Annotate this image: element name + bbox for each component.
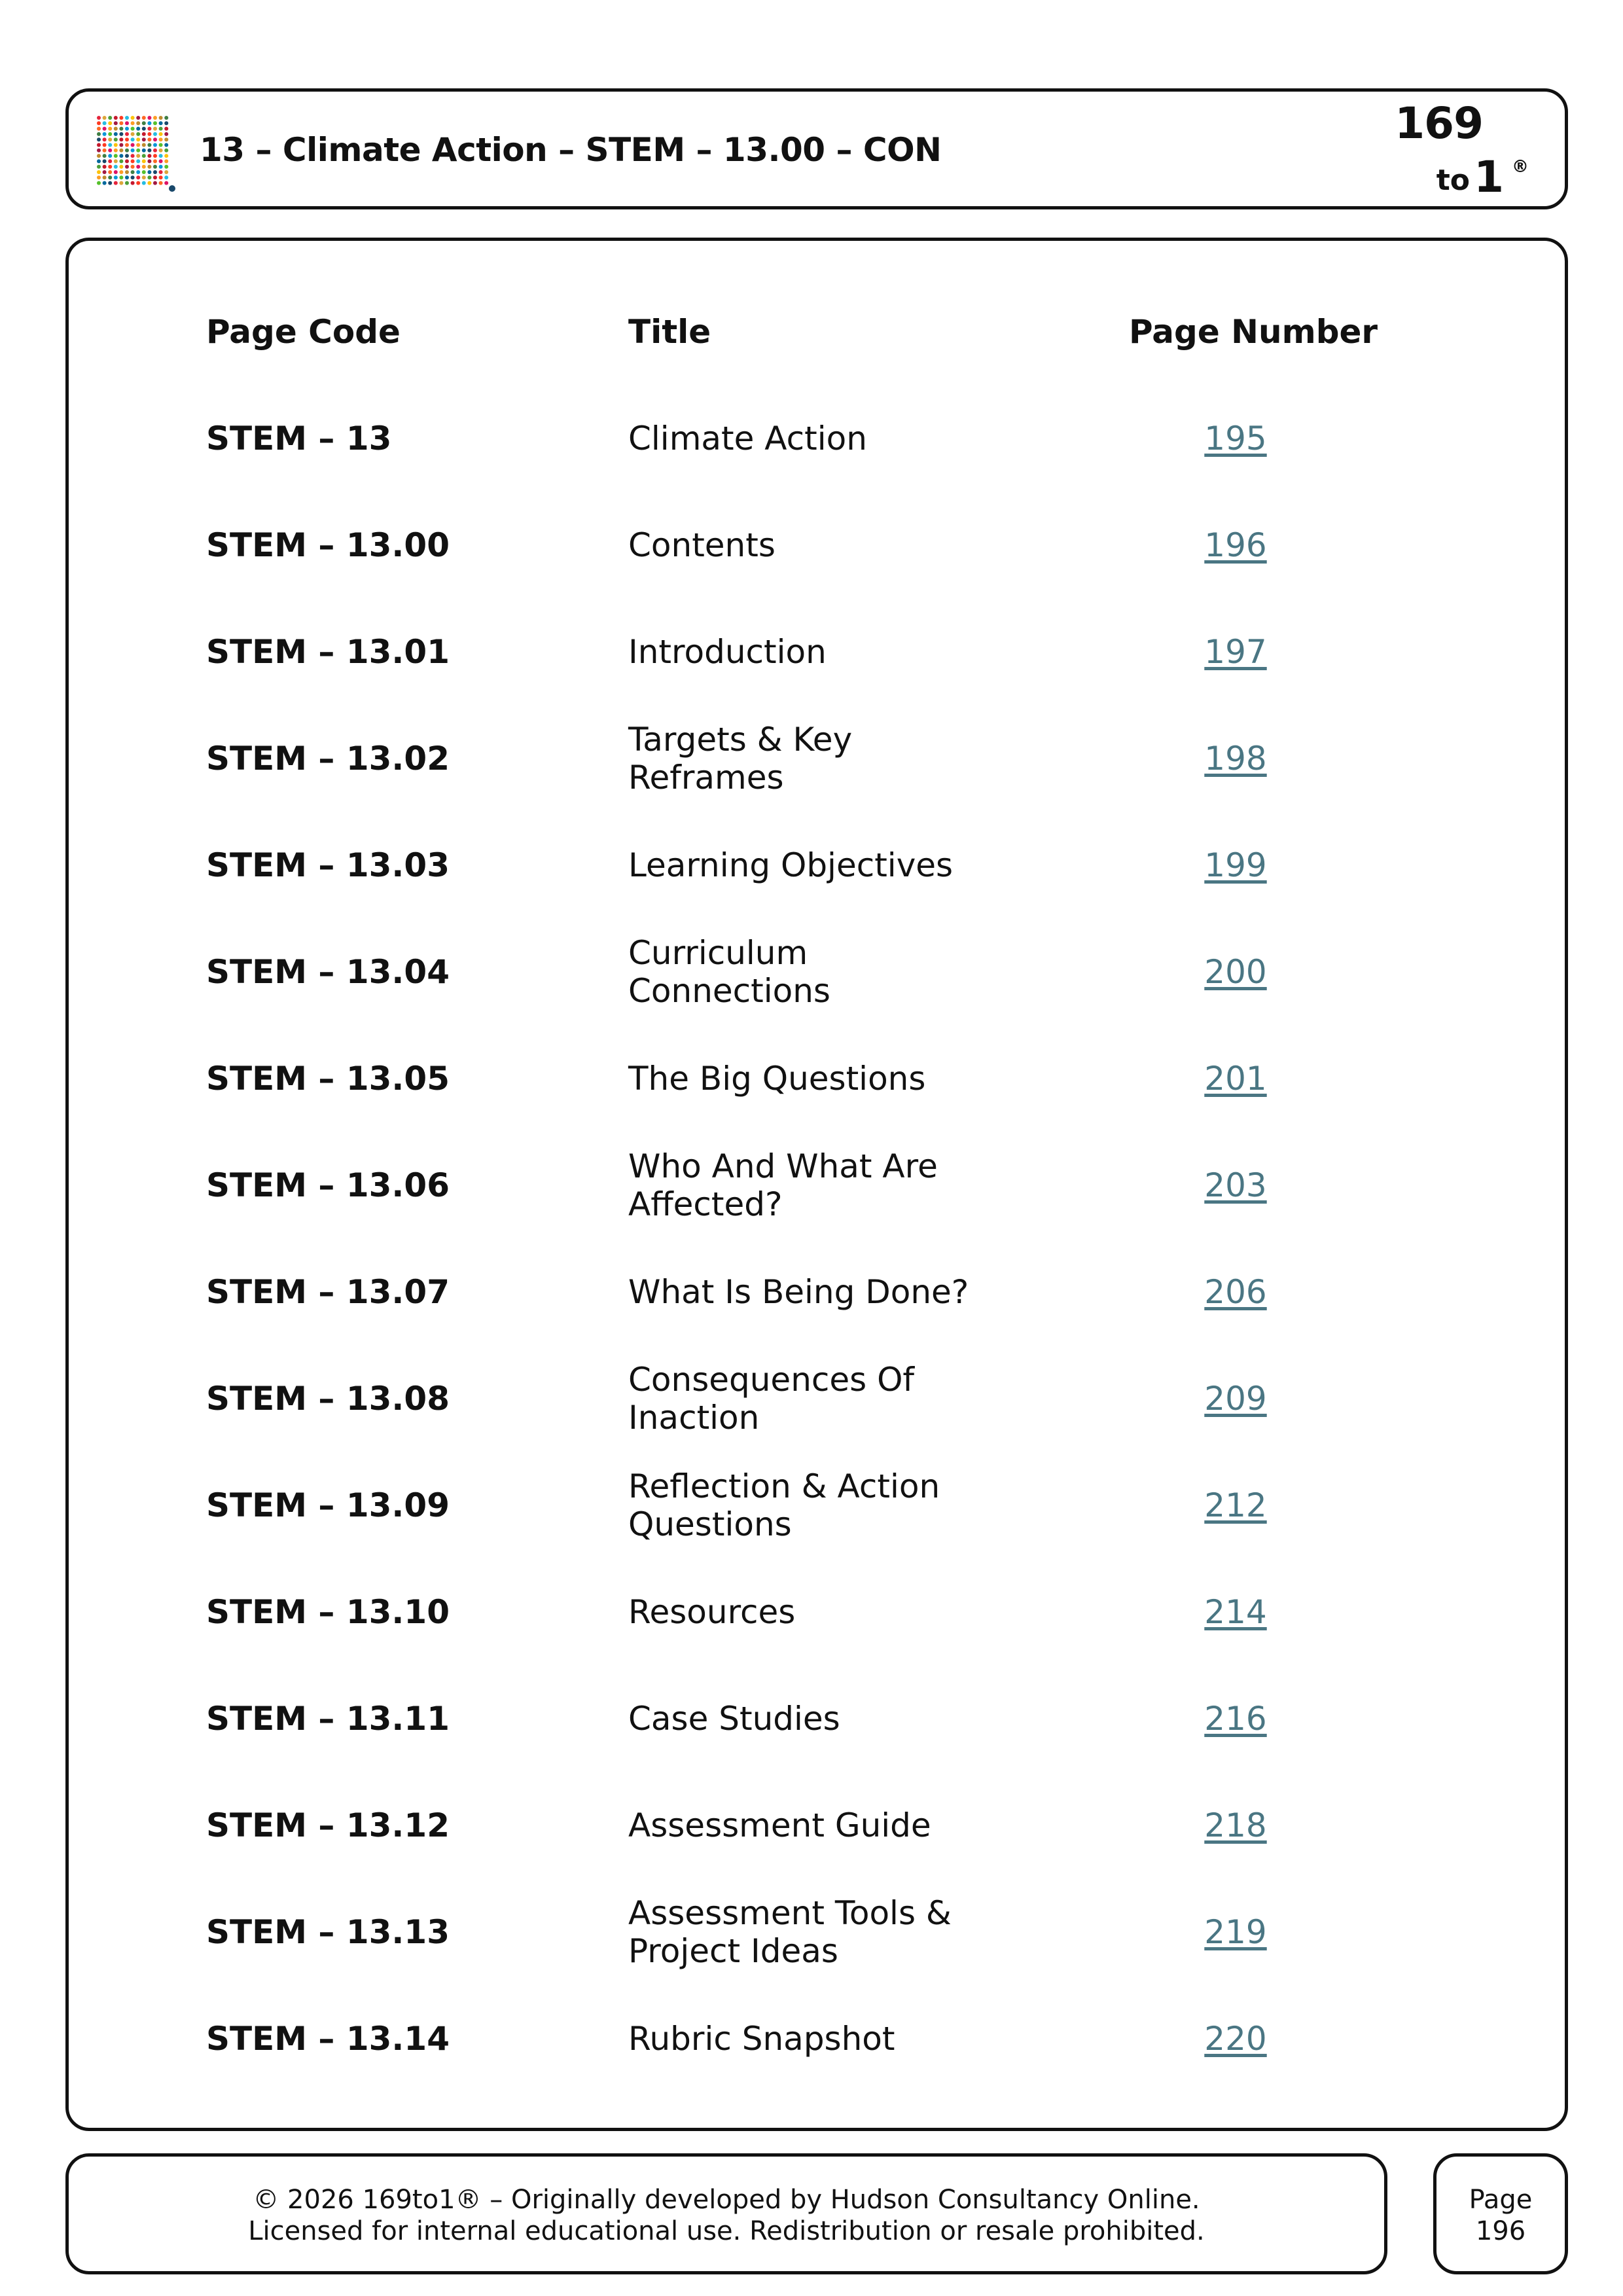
column-header-page-code: Page Code — [206, 313, 401, 351]
brand-one: 1 — [1474, 152, 1504, 202]
page-number: 196 — [1475, 2216, 1526, 2246]
table-row — [69, 599, 1565, 706]
column-header-page-number: Page Number — [1129, 313, 1378, 351]
row-title: Assessment Guide — [628, 1806, 931, 1844]
row-page-number-link[interactable]: 218 — [1204, 1806, 1267, 1844]
table-row — [69, 812, 1565, 919]
row-title: Assessment Tools & Project Ideas — [628, 1894, 952, 1970]
row-title: Introduction — [628, 633, 827, 671]
row-page-code: STEM – 13.03 — [206, 846, 450, 884]
license-line: Licensed for internal educational use. Redistribution or resale prohibited. — [248, 2216, 1205, 2246]
row-page-number-link[interactable]: 199 — [1204, 846, 1267, 884]
page-label: Page — [1469, 2185, 1533, 2215]
row-title: Rubric Snapshot — [628, 2020, 895, 2058]
row-page-number-link[interactable]: 209 — [1204, 1380, 1267, 1418]
row-title: Climate Action — [628, 420, 867, 457]
row-page-code: STEM – 13.04 — [206, 953, 450, 991]
row-page-number-link[interactable]: 206 — [1204, 1273, 1267, 1311]
table-row — [69, 1452, 1565, 1559]
row-page-code: STEM – 13 — [206, 420, 392, 457]
contents-panel — [65, 238, 1568, 2131]
table-row — [69, 492, 1565, 599]
table-row — [69, 1879, 1565, 1986]
row-title: What Is Being Done? — [628, 1273, 969, 1311]
row-title: Resources — [628, 1593, 796, 1631]
row-page-number-link[interactable]: 195 — [1204, 420, 1267, 457]
row-page-code: STEM – 13.14 — [206, 2020, 450, 2058]
row-title: Reflection & Action Questions — [628, 1467, 940, 1543]
table-row — [69, 1986, 1565, 2092]
row-page-code: STEM – 13.13 — [206, 1913, 450, 1951]
row-page-number-link[interactable]: 203 — [1204, 1166, 1267, 1204]
dot-grid-logo-icon — [95, 114, 177, 192]
page-indicator — [1433, 2153, 1568, 2274]
row-title: Targets & Key Reframes — [628, 721, 853, 797]
row-page-number-link[interactable]: 196 — [1204, 526, 1267, 564]
table-row — [69, 706, 1565, 812]
brand-registered-mark: ® — [1512, 157, 1529, 177]
table-row — [69, 1666, 1565, 1772]
row-page-code: STEM – 13.11 — [206, 1700, 450, 1738]
row-title: Case Studies — [628, 1700, 840, 1738]
row-title: Learning Objectives — [628, 846, 954, 884]
footer-text — [69, 2184, 1384, 2247]
table-row — [69, 1772, 1565, 1879]
document-title: 13 – Climate Action – STEM – 13.00 – CON — [200, 131, 942, 169]
table-row — [69, 386, 1565, 492]
row-page-number-link[interactable]: 220 — [1204, 2020, 1267, 2058]
row-page-number-link[interactable]: 212 — [1204, 1486, 1267, 1524]
footer-copyright — [65, 2153, 1387, 2274]
row-page-code: STEM – 13.01 — [206, 633, 450, 671]
row-page-code: STEM – 13.06 — [206, 1166, 450, 1204]
table-row — [69, 1346, 1565, 1452]
table-row — [69, 1559, 1565, 1666]
copyright-line: © 2026 169to1® – Originally developed by Hudson Consultancy Online. — [253, 2185, 1200, 2215]
table-row — [69, 919, 1565, 1026]
row-page-number-link[interactable]: 214 — [1204, 1593, 1267, 1631]
row-page-number-link[interactable]: 201 — [1204, 1060, 1267, 1098]
row-title: Consequences Of Inaction — [628, 1361, 915, 1437]
row-page-code: STEM – 13.09 — [206, 1486, 450, 1524]
row-page-code: STEM – 13.05 — [206, 1060, 450, 1098]
row-page-number-link[interactable]: 200 — [1204, 953, 1267, 991]
row-page-number-link[interactable]: 216 — [1204, 1700, 1267, 1738]
table-row — [69, 1132, 1565, 1239]
column-header-title: Title — [628, 313, 711, 351]
row-page-code: STEM – 13.07 — [206, 1273, 450, 1311]
row-title: The Big Questions — [628, 1060, 926, 1098]
brand-to: to — [1436, 164, 1470, 197]
row-title: Who And What Are Affected? — [628, 1147, 938, 1223]
row-title: Contents — [628, 526, 776, 564]
brand-logo — [1395, 98, 1529, 203]
row-page-number-link[interactable]: 219 — [1204, 1913, 1267, 1951]
brand-number: 169 — [1395, 98, 1483, 149]
table-row — [69, 1026, 1565, 1132]
table-row — [69, 1239, 1565, 1346]
row-page-code: STEM – 13.08 — [206, 1380, 450, 1418]
row-page-code: STEM – 13.12 — [206, 1806, 450, 1844]
row-page-number-link[interactable]: 197 — [1204, 633, 1267, 671]
row-page-code: STEM – 13.10 — [206, 1593, 450, 1631]
row-page-code: STEM – 13.02 — [206, 740, 450, 778]
row-title: Curriculum Connections — [628, 934, 830, 1010]
row-page-code: STEM – 13.00 — [206, 526, 450, 564]
row-page-number-link[interactable]: 198 — [1204, 740, 1267, 778]
header-bar — [65, 88, 1568, 209]
